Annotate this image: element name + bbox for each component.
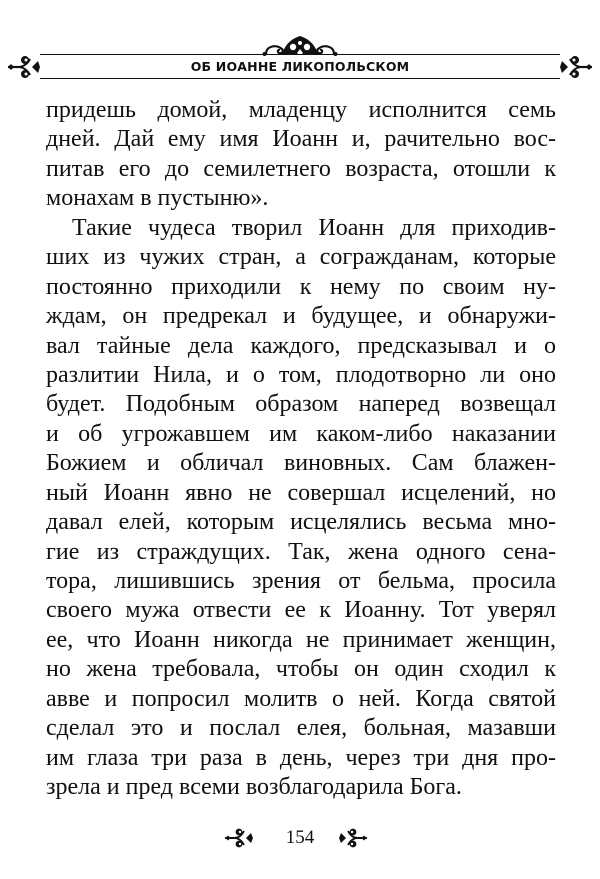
text-line: ный Иоанн явно не совершал исцелений, но xyxy=(46,479,556,506)
text-line: Такие чудеса творил Иоанн для приходив- xyxy=(72,214,556,241)
text-line: зрела и пред всеми возблагодарила Бога. xyxy=(46,774,462,801)
fleuron-center-icon xyxy=(262,34,338,56)
page-footer xyxy=(0,820,600,856)
text-line: своего мужа отвести ее к Иоанну. Тот уверял xyxy=(46,597,556,624)
text-line: ждам, он предрекал и будущее, и обнаружи- xyxy=(46,303,556,330)
text-line: тора, лишившись зрения от бельма, просила xyxy=(46,568,556,594)
text-line: авве и попросил молитв о ней. Когда святой xyxy=(46,685,556,712)
text-line: им глаза три раза в день, через три дня про- xyxy=(46,744,556,771)
text-line: и об угрожавшем им каком-либо наказании xyxy=(46,420,556,447)
header-rule-top xyxy=(40,54,560,55)
text-line: разлитии Нила, и о том, плодотворно ли оно xyxy=(46,361,556,388)
text-line: Божием и обличал виновных. Сам блажен- xyxy=(46,450,556,477)
text-line: монахам в пустыню». xyxy=(46,185,269,212)
text-line: ших из чужих стран, а согражданам, которые xyxy=(46,244,556,271)
body-text xyxy=(46,96,556,803)
text-line: но жена требовала, чтобы он один сходил к xyxy=(46,656,556,683)
text-line: гие из страждущих. Так, жена одного сена- xyxy=(46,538,556,565)
text-line: будет. Подобным образом наперед возвещал xyxy=(46,391,556,418)
text-line: питав его до семилетнего возраста, отошли к xyxy=(46,155,556,182)
text-line: дней. Дай ему имя Иоанн и, рачительно вос- xyxy=(46,126,556,153)
text-line: придешь домой, младенцу исполнится семь xyxy=(46,97,556,123)
header-rule-bottom xyxy=(40,78,560,79)
running-title: ОБ ИОАННЕ ЛИКОПОЛЬСКОМ xyxy=(190,59,410,74)
text-line: постоянно приходили к нему по своим ну- xyxy=(46,273,556,300)
text-line: давал елей, которым исцелялись весьма мно- xyxy=(46,509,556,536)
page-number: 154 xyxy=(285,827,315,848)
fleuron-right-icon xyxy=(338,826,368,850)
text-line: сделал это и послал елея, больная, мазавши xyxy=(46,715,556,742)
text-line: вал тайные дела каждого, предсказывал и о xyxy=(46,332,556,359)
text-line: ее, что Иоанн никогда не принимает женщин, xyxy=(46,626,556,653)
running-header xyxy=(0,30,600,90)
fleuron-right-icon xyxy=(558,53,594,81)
